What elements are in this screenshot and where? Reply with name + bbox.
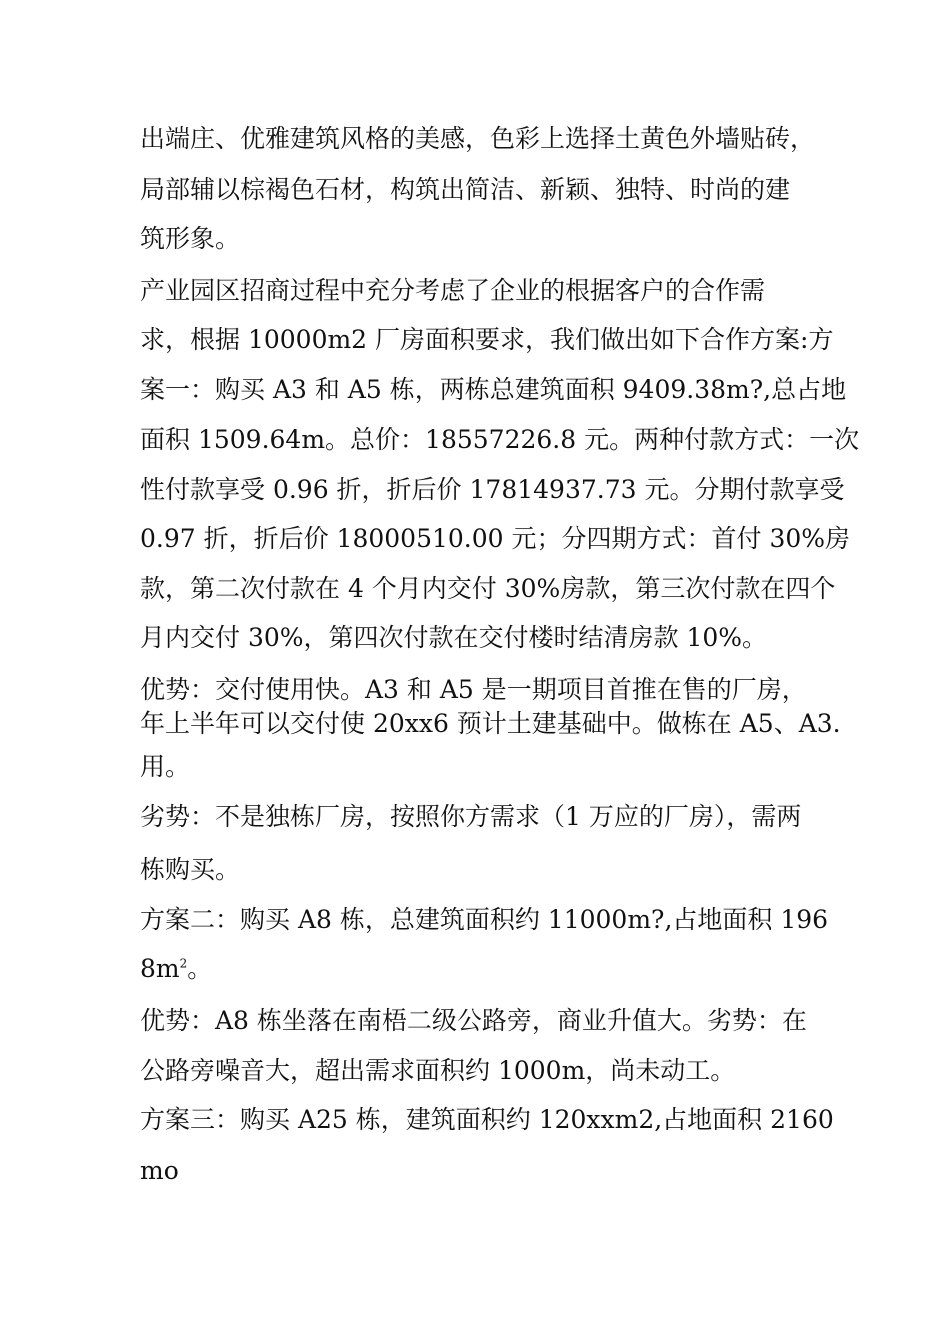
text-line: 局部辅以棕褐色石材，构筑出简洁、新颖、独特、时尚的建 <box>140 175 791 204</box>
text-line: 月内交付 30%，第四次付款在交付楼时结清房款 10%。 <box>140 623 768 652</box>
text-line: 劣势：不是独栋厂房，按照你方需求（1 万应的厂房），需两 <box>140 802 802 831</box>
text-line: 优势：交付使用快。A3 和 A5 是一期项目首推在售的厂房， <box>140 675 807 704</box>
text-line: 性付款享受 0.96 折，折后价 17814937.73 元。分期付款享受 <box>140 475 845 504</box>
text-line <box>140 954 212 984</box>
text-line: 筑形象。 <box>140 224 241 253</box>
text-line: 栋购买。 <box>140 855 241 884</box>
text-line: 方案三：购买 A25 栋，建筑面积约 120xxm2,占地面积 2160 <box>140 1105 834 1134</box>
text-line: 求，根据 10000m2 厂房面积要求，我们做出如下合作方案:方 <box>140 325 834 354</box>
text-line: mo <box>140 1156 179 1185</box>
text-line: 案一：购买 A3 和 A5 栋，两栋总建筑面积 9409.38m?,总占地 <box>140 375 847 404</box>
text-fragment: 。 <box>187 954 213 983</box>
text-line: 用。 <box>140 752 191 781</box>
text-line: 年上半年可以交付使 20xx6 预计土建基础中。做栋在 A5、A3. <box>140 709 841 738</box>
text-line: 0.97 折，折后价 18000510.00 元；分四期方式：首付 30%房 <box>140 524 851 553</box>
text-line: 面积 1509.64m。总价：18557226.8 元。两种付款方式：一次 <box>140 425 860 454</box>
text-line: 产业园区招商过程中充分考虑了企业的根据客户的合作需 <box>140 276 766 305</box>
text-line: 出端庄、优雅建筑风格的美感，色彩上选择土黄色外墙贴砖， <box>140 124 816 153</box>
text-line: 方案二：购买 A8 栋，总建筑面积约 11000m?,占地面积 196 <box>140 905 829 934</box>
text-line: 优势：A8 栋坐落在南梧二级公路旁，商业升值大。劣势：在 <box>140 1006 807 1035</box>
superscript: 2 <box>179 956 188 971</box>
text-line: 款，第二次付款在 4 个月内交付 30%房款，第三次付款在四个 <box>140 574 836 603</box>
text-line: 公路旁噪音大，超出需求面积约 1000m，尚未动工。 <box>140 1056 736 1085</box>
text-fragment: 8m <box>140 954 180 983</box>
